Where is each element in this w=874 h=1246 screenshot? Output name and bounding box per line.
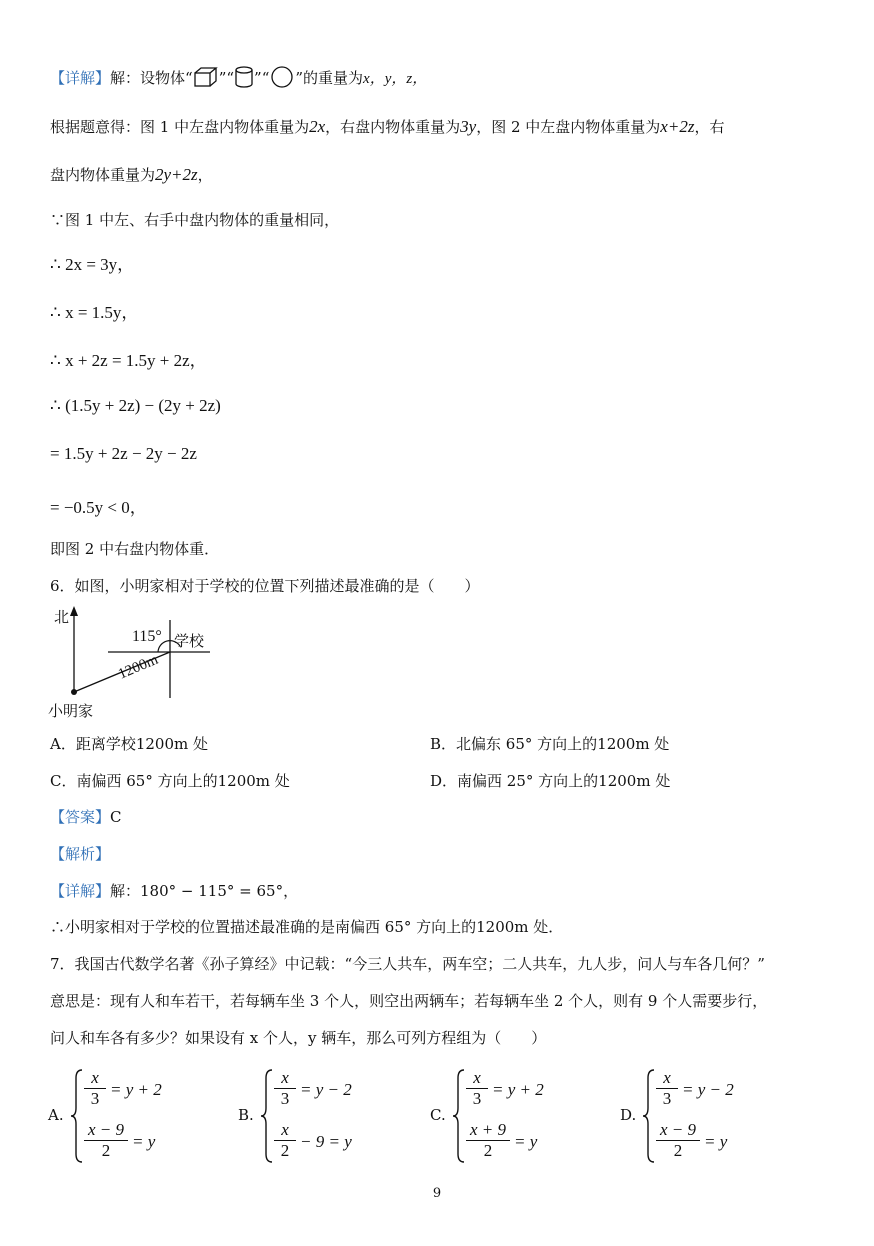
school-label: 学校 (174, 632, 205, 650)
detail-line-1: 【详解】解：设物体“ ”“ ”“ ”的重量为x，y，z， (50, 66, 427, 88)
direction-figure (40, 600, 240, 725)
brace-icon (452, 1068, 466, 1164)
detail-line-4: ∵图 1 中左、右手中盘内物体的重量相同， (50, 211, 340, 229)
q6-option-b: B．北偏东 65° 方向上的1200m 处 (430, 735, 670, 753)
detail-line-3: 盘内物体重量为2y+2z， (50, 165, 213, 184)
equation-line-7: ∴ x + 2z = 1.5y + 2z， (50, 351, 207, 370)
equation-line-5: ∴ 2x = 3y， (50, 255, 135, 274)
cube-icon (193, 67, 219, 87)
brace-icon (70, 1068, 84, 1164)
home-label: 小明家 (48, 702, 94, 720)
distance-label: 1200m (116, 651, 161, 683)
question-6-stem: 6．如图，小明家相对于学校的位置下列描述最准确的是（ ） (50, 577, 480, 595)
q6-conclusion: ∴小明家相对于学校的位置描述最准确的是南偏西 65° 方向上的1200m 处． (50, 918, 564, 936)
north-label: 北 (54, 608, 70, 626)
sphere-icon (269, 66, 295, 88)
q6-option-a: A．距离学校1200m 处 (50, 735, 208, 753)
equation-line-6: ∴ x = 1.5y， (50, 303, 139, 322)
q7-option-a: A. x 3 = y + 2 x − 9 2 = y (48, 1068, 248, 1168)
q7-line-3: 问人和车各有多少？如果设有 x 个人，y 辆车，那么可列方程组为（ ） (50, 1029, 547, 1047)
q6-option-c: C．南偏西 65° 方向上的1200m 处 (50, 772, 290, 790)
q6-detail: 【详解】解：180° − 115° = 65°， (50, 882, 299, 900)
q7-line-1: 7．我国古代数学名著《孙子算经》中记载：“今三人共车，两车空；二人共车，九人步，问人与车各几何？” (50, 955, 765, 973)
page-number: 9 (432, 1186, 442, 1201)
equation-line-9: = 1.5y + 2z − 2y − 2z (50, 444, 197, 463)
q7-option-b: B. x 3 = y − 2 x 2 − 9 = y (238, 1068, 438, 1168)
q7-option-d: D. x 3 = y − 2 x − 9 2 = y (620, 1068, 820, 1168)
detail-line-11: 即图 2 中右盘内物体重． (50, 540, 220, 558)
angle-label: 115° (132, 628, 162, 645)
q7-option-c: C. x 3 = y + 2 x + 9 2 = y (430, 1068, 630, 1168)
detail-tag: 【详解】 (50, 69, 111, 87)
brace-icon (260, 1068, 274, 1164)
brace-icon (642, 1068, 656, 1164)
q6-option-d: D．南偏西 25° 方向上的1200m 处 (430, 772, 671, 790)
q7-line-2: 意思是：现有人和车若干，若每辆车坐 3 个人，则空出两辆车；若每辆车坐 2 个人，则有 9 个人需要步行， (50, 992, 768, 1010)
equation-line-10: = −0.5y < 0， (50, 498, 147, 517)
q6-answer: 【答案】C (50, 808, 122, 826)
cylinder-icon (234, 66, 254, 88)
detail-line-2: 根据题意得：图 1 中左盘内物体重量为2x，右盘内物体重量为3y，图 2 中左盘内物体重量为x+2z，右 (50, 117, 725, 136)
q6-analysis-tag: 【解析】 (50, 845, 111, 863)
equation-line-8: ∴ (1.5y + 2z) − (2y + 2z) (50, 396, 221, 415)
answer-tag: 【答案】 (50, 808, 111, 826)
